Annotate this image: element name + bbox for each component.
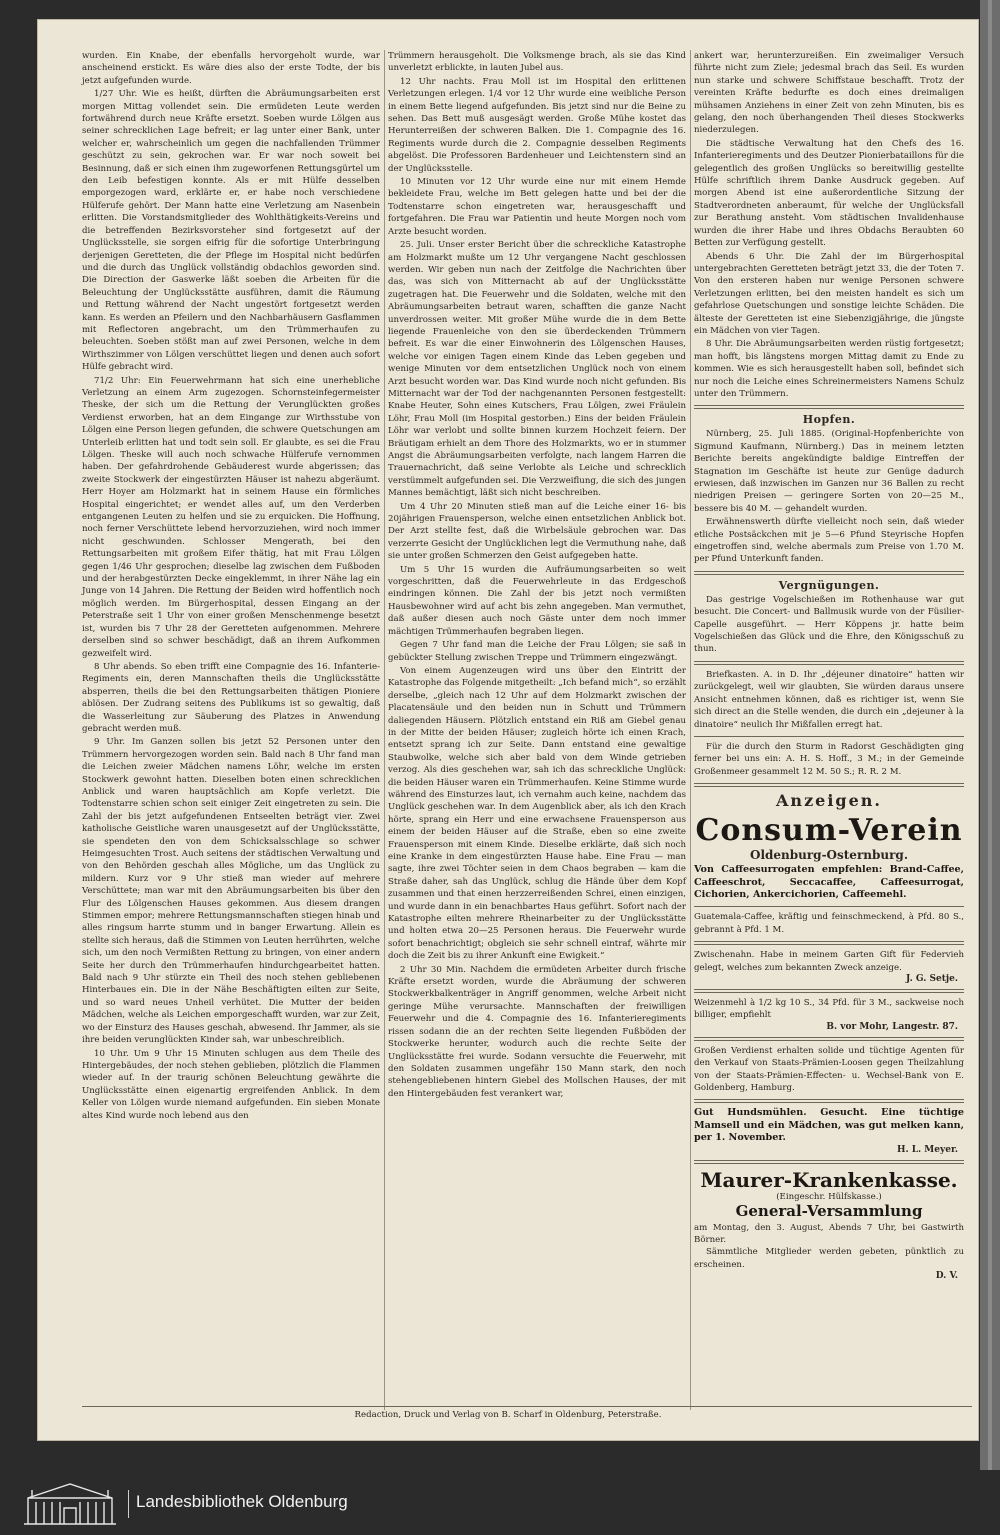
section-rule <box>694 783 964 787</box>
hopfen-heading: Hopfen. <box>802 413 856 427</box>
scan-edge <box>980 0 1000 1470</box>
vergnuegungen-paragraph: Das gestrige Vogelschießen im Rothenhause war gut besucht. Die Concert- und Ballmusik wurde von der Füsilier-Capelle ausgeführt. — Herr Köppens jr. hatte beim Vogelschießen das Glück und die Ehre, den Königsschuß zu thun. <box>694 594 964 655</box>
column-divider <box>384 50 385 1410</box>
hopfen-paragraph: Nürnberg, 25. Juli 1885. (Original-Hopfenberichte von Sigmund Kaufmann, Nürnberg.) Das in meinem letzten Berichte bereits angekündigte baldige Eintreffen der Stagnation im Geschäfte ist heute zur Genüge dadurch erwiesen, daß inzwischen im Ganzen nur 36 Ballen zu recht niedrigen Preisen — geringere Sorten von 20—25 M., bessere bis 40 M. — gehandelt wurden. <box>694 429 964 514</box>
library-divider <box>128 1490 129 1518</box>
ad-rule <box>694 989 964 993</box>
consum-verein-text: Von Caffeesurrogaten empfehlen: Brand-Caffee, Caffeeschrot, Seccacaffee, Caffeesurrogat, Cichorien, Ankercichorien, Caffeemehl. <box>694 864 964 900</box>
weizenmehl-ad: Weizenmehl à 1/2 kg 10 S., 34 Pfd. für 3 M., sackweise noch billiger, empfiehlt <box>694 997 964 1021</box>
paragraph: 2 Uhr 30 Min. Nachdem die ermüdeten Arbeiter durch frische Kräfte ersetzt worden, wurde die Abräumung der schweren Stockwerkbalkenträger in Angriff genommen, welche Arbeit nicht geringe Mühe verursachte. Mannschaften der freiwilligen Feuerwehr und die 4. Compagnie des 16. Infanterieregiments rissen sodann die an der rechten Seite liegenden Fußböden der Stockwerke herunter, wodurch auch die rechte Seite der Unglücksstätte frei wurde. Sodann versuchte die Feuerwehr, mit den Soldaten zusammen ungefähr 150 Mann stark, den noch stehengebliebenen hintern Giebel des Mollschen Hauses, der mit den Hintergebäuden fest verankert war, <box>388 964 686 1099</box>
paragraph: ankert war, herunterzureißen. Ein zweimaliger Versuch führte nicht zum Ziele; jedesmal brach das Seil. Es wurden nun starke und schwere Schiffstaue beschafft. Trotz der vereinten Kräfte bedurfte es doch eines dreimaligen mühsamen Anziehens in einer Zeit von zehn Minuten, bis es gelang, den noch überhangenden Theil dieses Stockwerks niederzulegen. <box>694 51 964 136</box>
ad-rule <box>694 1099 964 1103</box>
general-versammlung-title: General-Versammlung <box>735 1201 923 1220</box>
column-2 <box>388 50 686 1100</box>
consum-verein-subtitle: Oldenburg-Osternburg. <box>749 848 908 863</box>
ad-rule <box>694 941 964 945</box>
paragraph: Trümmern herausgeholt. Die Volksmenge brach, als sie das Kind unverletzt erblickte, in lauten Jubel aus. <box>388 51 686 74</box>
section-rule <box>694 736 964 737</box>
paragraph: 8 Uhr. Die Abräumungsarbeiten werden rüstig fortgesetzt; man hofft, bis längstens morgen Mittag damit zu Ende zu kommen. Wie es sich herausgestellt haben soll, befindet sich nur noch die Leiche eines Schreinermeisters Namens Schulz unter den Trümmern. <box>694 339 964 399</box>
section-rule <box>694 661 964 665</box>
ad-rule <box>694 1037 964 1041</box>
hundsmuehlen-ad: Gut Hundsmühlen. Gesucht. Eine tüchtige Mamsell und ein Mädchen, was gut melken kann, per 1. November. <box>694 1107 964 1144</box>
hundsmuehlen-signature: H. L. Meyer. <box>896 1144 958 1155</box>
paragraph: 25. Juli. Unser erster Bericht über die schreckliche Katastrophe am Holzmarkt mußte um 12 Uhr vergangene Nacht geschlossen werden. Wir geben nun nach der Zeitfolge die Nachrichten über das, was sich von Mitternacht ab auf der Unglücksstätte zugetragen hat. Die Feuerwehr und die Soldaten, welche mit den Abräumungsarbeiten betraut waren, schafften die ganze Nacht unverdrossen weiter. Mit großer Mühe wurde die in dem Bette liegende Frauenleiche von den sie überdeckenden Trümmern befreit. Es war die einer Einwohnerin des Lölgenschen Hauses, welche vor einigen Tagen einem Kinde das Leben gegeben und wenige Minuten vor dem entsetzlichen Unglück noch von einem Arzt besucht worden war. Das Kind wurde noch nicht gefunden. Bis Mitternacht war der Tod der nachgenannten Personen festgestellt: Knabe Heuter, Sohn eines Kutschers, Frau Lölgen, zwei Fräulein Löhr, Frau Moll (im Hospital gestorben.) Eins der beiden Fräulein Löhr war verlobt und sollte binnen kurzem Hochzeit feiern. Der Bräutigam erhielt an dem Thore des Holzmarkts, wo er in stummer Angst die Abräumungsarbeiten verfolgte, nach langem Harren die Trauernachricht, daß seine Verlobte als Leiche und schrecklich verstümmelt aufgefunden sei. Die Verzweiflung, die sich des jungen Mannes bemächtigt, läßt sich nicht beschreiben. <box>388 240 686 499</box>
library-name: Landesbibliothek Oldenburg <box>136 1492 348 1511</box>
column-1 <box>82 50 380 1122</box>
column-divider <box>690 50 691 1410</box>
consum-verein-title: Consum-Verein <box>695 813 963 849</box>
sturm-paragraph: Für die durch den Sturm in Radorst Geschädigten ging ferner bei uns ein: A. H. S. Hoff., 3 M.; in der Gemeinde Großenmeer gesammelt 12 M. 50 S.; R. R. 2 M. <box>694 741 964 777</box>
paragraph: Gegen 7 Uhr fand man die Leiche der Frau Lölgen; sie saß in gebückter Stellung zwischen Treppe und Trümmern eingezwängt. <box>388 640 686 663</box>
paragraph: Von einem Augenzeugen wird uns über den Eintritt der Katastrophe das Folgende mitgetheilt: „Ich befand mich“, so erzählt derselbe, „gleich nach 12 Uhr auf dem Holzmarkt zwischen der Placatensäule und den beiden nun in Schutt und Trümmern daliegenden Häusern. Plötzlich entstand ein Riß am Giebel genau in der Mitte der beiden Häuser; zugleich hörte ich einen Krach, entsetzt sprang ich zur Seite. Dann entstand eine gewaltige Staubwolke, welche sich aber bald von dem Winde getrieben verzog. Als dies geschehen war, sah ich das schreckliche Unglück: die beiden Häuser waren ein Trümmerhaufen. Keine Stimme wurde während des Einsturzes laut, ich vernahm auch keine, nachdem das Unglück geschehen war. In dem Augenblick aber, als ich den Krach hörte, sprang ein Herr und eine erwachsene Frauensperson aus einem der beiden Häuser auf die Straße, eben so eine zweite Frauensperson mit einem Kinde. Dieselbe erklärte, daß sich noch eine Kranke in dem eingestürzten Hause habe. Eine Frau — man sagte, ihre zwei Töchter seien in dem Chaos begraben — kam die Straße daher, sah das Unglück, schlug die Hände über dem Kopf zusammen und that einen herzzerreißenden Schrei, einen einzigen, und wurde dann in ein benachbartes Haus geführt. Sofort nach der Katastrophe eilten mehrere Rheinarbeiter zu der Unglücksstätte und holten etwa 20—25 Personen heraus. Die Feuerwehr wurde sofort benachrichtigt; obgleich sie sehr schnell eintraf, währte mir doch die Zeit bis zu ihrer Ankunft eine Ewigkeit.“ <box>388 665 686 962</box>
maurer-subtitle: (Eingeschr. Hülfskasse.) <box>776 1191 882 1202</box>
anzeigen-heading: Anzeigen. <box>776 791 882 811</box>
hopfen-paragraph: Erwähnenswerth dürfte vielleicht noch sein, daß wieder etliche Postsäckchen mit je 5—6 Pfund Steyrische Hopfen eingetroffen sind, welche abermals zum Preise von 1.70 M. per Pfund Unterkunft fanden. <box>694 517 964 565</box>
paragraph: 10 Uhr. Um 9 Uhr 15 Minuten schlugen aus dem Theile des Hintergebäudes, der noch stehen geblieben, plötzlich die Flammen wieder auf. In der traurig schönen Beleuchtung gewährte die Unglücksstätte einen eigenartig ergreifenden Anblick. In dem Keller von Lölgen wurde niemand aufgefunden. Ein sieben Monate altes Kind wurde noch lebend aus den <box>82 1048 380 1121</box>
paragraph: 8 Uhr abends. So eben trifft eine Compagnie des 16. Infanterie-Regiments ein, deren Mannschaften theils die Unglücksstätte absperren, theils die bei den Rettungsarbeiten thätigen Pioniere ablösen. Der Zudrang seitens des Publikums ist so gewaltig, daß die Wasserleitung zur Säuberung des Platzes in Anwendung gebracht werden muß. <box>82 661 380 734</box>
maurer-signature: D. V. <box>935 1271 958 1282</box>
section-rule <box>694 571 964 575</box>
paragraph: 1/27 Uhr. Wie es heißt, dürften die Abräumungsarbeiten erst morgen Mittag vollendet sein. Die ermüdeten Leute werden fortwährend durch neue Kräfte ersetzt. Soeben wurde Lölgen aus seiner schrecklichen Lage befreit; er lag unter einer Bank, unter welcher er, wahrscheinlich um gegen die nachfallenden Trümmer geschützt zu sein, gekrochen war. Er war noch soweit bei Besinnung, daß er sich einen ihm zugeworfenen Rettungsgürtel um den Leib befestigen konnte. Als er mit Hülfe desselben emporgezogen ward, erklärte er, er habe noch verschiedene Hülferufe gehört. Der Mann hatte eine Verletzung am Nasenbein erlitten. Die Vorstandsmitglieder des Wohlthätigkeits-Vereins und die betreffenden Bezirksvorsteher sind fortgesetzt auf der Unglücksstelle, sie sorgen eifrig für die sofortige Unterbringung derjenigen Geretteten, die der Pflege im Hospital nicht bedürfen und die durch das Unglück vollständig obdachlos geworden sind. Die Direction der Gaswerke läßt soeben die Arbeiten für die Beleuchtung der Unglücksstätte ausführen, damit die Räumung und Rettung während der Nacht ungestört fortgesetzt werden kann. Es werden an Pfeilern und den Nachbarhäusern Gasflammen mit Reflectoren angebracht, um den Trümmerhaufen zu beleuchten. Soeben stößt man auf zwei Personen, welche in dem Wirthszimmer von Lölgen verschüttet liegen und denen auch sofort Hülfe gebracht wird. <box>82 89 380 373</box>
ad-rule <box>694 906 964 907</box>
maurer-text-2: Sämmtliche Mitglieder werden gebeten, pünktlich zu erscheinen. <box>694 1247 964 1270</box>
paragraph: 9 Uhr. Im Ganzen sollen bis jetzt 52 Personen unter den Trümmern hervorgezogen worden sein. Bald nach 8 Uhr fand man die Leichen zweier Mädchen namens Löhr, welche im ersten Stockwerk gewohnt hatten. Dieselben boten einen schrecklichen Anblick und waren hauptsächlich am Kopfe verletzt. Die Todtenstarre schien schon seit einiger Zeit eingetreten zu sein. Die Zahl der bis jetzt aufgefundenen Entseelten beträgt vier. Zwei katholische Geistliche waren unausgesetzt auf der Unglücksstätte, sie spendeten den von dem Schicksalsschlage so schwer Heimgesuchten Trost. Auch seitens der städtischen Verwaltung und von den Behörden geschah alles Mögliche, um das Unglück zu mildern. Kurz vor 9 Uhr stieß man wieder auf mehrere Verschüttete; man war mit den Abräumungsarbeiten bis über den Flur des Lölgenschen Hauses gekommen. Aus diesem drangen Stimmen empor; mehrere Rettungsmannschaften stiegen hinab und alles ringsum harrte stumm und in banger Erwartung. Allein es stellte sich heraus, daß die Stimmen von Leuten herrührten, welche sich, um den noch Vermißten Rettung zu bringen, von einer andern Seite her durch den Trümmerhaufen hindurchgearbeitet hatten. Bald nach 9 Uhr stürzte ein Theil des noch stehen gebliebenen Hinterbaues ein. Die in der Nähe Beschäftigten eilten zur Seite, und so ward neues Unheil verhütet. Die Mutter der beiden Mädchen, welche als Leichen emporgeschafft wurden, war zur Zeit, wo der Einsturz des Hauses geschah, abwesend. Ihr Jammer, als sie ihre beiden verunglückten Kinder sah, war unbeschreiblich. <box>82 737 380 1046</box>
ad-rule <box>694 1160 964 1164</box>
newspaper-page <box>38 20 978 1440</box>
maurer-text: am Montag, den 3. August, Abends 7 Uhr, bei Gastwirth Börner. <box>694 1222 964 1246</box>
paragraph: wurden. Ein Knabe, der ebenfalls hervorgeholt wurde, war anscheinend erstickt. Es wäre dies also der erste Todte, der bis jetzt aufgefunden wurde. <box>82 51 380 86</box>
column-3 <box>694 50 964 1281</box>
verdienst-ad: Großen Verdienst erhalten solide und tüchtige Agenten für den Verkauf von Staats-Prämien-Loosen gegen Theilzahlung von der Staats-Prämien-Effecten- u. Wechsel-Bank von E. Goldenberg, Hamburg. <box>694 1045 964 1093</box>
weizenmehl-signature: B. vor Mohr, Langestr. 87. <box>826 1021 958 1032</box>
paragraph: 71/2 Uhr: Ein Feuerwehrmann hat sich eine unerhebliche Verletzung an einem Arm zugezogen. Schornsteinfegermeister Theske, der sich um die Rettung der Verunglückten großes Verdienst erworben, hat an dem Eingange zur Wirthsstube von Lölgen eine Person liegen gefunden, die schwere Quetschungen am Unterleib erlitten hat und todt sein soll. Er glaubte, es sei die Frau Lölgen. Theske will auch noch schwache Hülferufe vernommen haben. Der gefahrdrohende Gebäuderest wurde abgerissen; das zweite Stockwerk der eingestürzten Häuser ist nahezu abgeräumt. Herr Hoyer am Holzmarkt hat in seinem Hause ein förmliches Hospital eingerichtet; er wendet alles auf, um den Verderben entgangenen Leuten zu helfen und sie zu erquicken. Die Hoffnung, noch ferner Verschüttete lebend hervorzuziehen, wird noch immer nicht geschwunden. Schlosser Mengerath, bei den Rettungsarbeiten mit großem Eifer thätig, hat mit Frau Lölgen gegen 1/46 Uhr gesprochen; dieselbe lag zwischen dem Fußboden und der herabgestürzten Decke eingeklemmt, in ihrer Nähe lag ein Junge von 14 Jahren. Die Rettung der Beiden wird hoffentlich noch möglich werden. Im Bürgerhospital, dessen Eingang an der Peterstraße seit 1 Uhr von einer großen Menschenmenge besetzt ist, wurden bis 7 Uhr 28 der Geretteten aufgenommen. Mehrere derselben sind so schwer beschädigt, daß an ihrem Aufkommen gezweifelt wird. <box>82 375 380 659</box>
zwischenahn-signature: J. G. Setje. <box>906 973 958 984</box>
vergnuegungen-heading: Vergnügungen. <box>778 578 880 592</box>
paragraph: Um 4 Uhr 20 Minuten stieß man auf die Leiche einer 16- bis 20jährigen Frauensperson, welche einen entsetzlichen Anblick bot. Der Arzt stellte fest, daß die Wirbelsäule gebrochen war. Das verzerrte Gesicht der Unglücklichen legt die Vermuthung nahe, daß sie unter großen Schmerzen den Geist aufgegeben hatte. <box>388 501 686 562</box>
library-building-icon <box>18 1478 122 1530</box>
imprint-line: Redaction, Druck und Verlag von B. Scharf in Oldenburg, Peterstraße. <box>354 1410 662 1420</box>
library-footer-bar <box>0 1470 1000 1535</box>
maurer-krankenkasse-title: Maurer-Krankenkasse. <box>700 1167 958 1192</box>
paragraph: 10 Minuten vor 12 Uhr wurde eine nur mit einem Hemde bekleidete Frau, welche im Bett gelegen hatte und bei der die Todtenstarre schon eingetreten war, herausgeschafft und fortgefahren. Die Frau war Patientin und heute Morgen noch vom Arzte besucht worden. <box>388 177 686 237</box>
paragraph: Die städtische Verwaltung hat den Chefs des 16. Infanterieregiments und des Deutzer Pionierbataillons für die gelegentlich des großen Unglücks so bereitwillig gestellte Hülfe schriftlich ihrem Danke Ausdruck gegeben. Auf morgen Abend ist eine außerordentliche Sitzung der Stadtverordneten anberaumt, für welche der Unglücksfall zur Berathung ansteht. Vom städtischen Invalidenhause wurden die ihrer Habe und ihres Obdachs Beraubten 60 Betten zur Verfügung gestellt. <box>694 138 964 249</box>
paragraph: 12 Uhr nachts. Frau Moll ist im Hospital den erlittenen Verletzungen erlegen. 1/4 vor 12 Uhr wurde eine weibliche Person in einem Bette liegend aufgefunden. Bis jetzt sind nur die Beine zu sehen. Das Bett muß ausgesägt werden. Große Mühe kostet das Herunterreißen der schweren Balken. Die 1. Compagnie des 16. Regiments wurde durch die 2. Compagnie desselben Regiments abgelöst. Die Professoren Bardenheuer und Leichtenstern sind an der Unglücksstelle. <box>388 76 686 174</box>
footer-rule <box>82 1406 972 1407</box>
paragraph: Abends 6 Uhr. Die Zahl der im Bürgerhospital untergebrachten Geretteten beträgt jetzt 33, die der Toten 7. Von den ersteren haben nur wenige Personen schwere Verletzungen erlitten, bei den meisten handelt es sich um gefahrlose Quetschungen und sonstige leichte Schäden. Die älteste der Geretteten ist eine Siebenzigjährige, die jüngste ein Mädchen von vier Tagen. <box>694 251 964 336</box>
briefkasten-paragraph: Briefkasten. A. in D. Ihr „déjeuner dinatoire“ hatten wir zurückgelegt, weil wir glaubten, Sie würden daraus unsere Ansicht entnehmen können, daß es richtiger ist, wenn Sie sich direct an die Stelle wenden, die durch ein „dejeuner à la dinatoire“ neulich Ihr Mißfallen erregt hat. <box>694 669 964 730</box>
section-rule <box>694 405 964 409</box>
paragraph: Um 5 Uhr 15 wurden die Aufräumungsarbeiten so weit vorgeschritten, daß die Feuerwehrleute in das Erdgeschoß eindringen können. Die Zahl der bis jetzt noch vermißten Hausbewohner wird auf acht bis zehn angegeben. Man vermuthet, daß außer diesen auch noch Gäste unter dem noch immer mächtigen Trümmerhaufen begraben liegen. <box>388 564 686 637</box>
zwischenahn-ad: Zwischenahn. Habe in meinem Garten Gift für Federvieh gelegt, welches zum bekannten Zweck anzeige. <box>694 950 964 973</box>
guatemala-ad: Guatemala-Caffee, kräftig und feinschmeckend, à Pfd. 80 S., gebrannt à Pfd. 1 M. <box>694 912 964 935</box>
